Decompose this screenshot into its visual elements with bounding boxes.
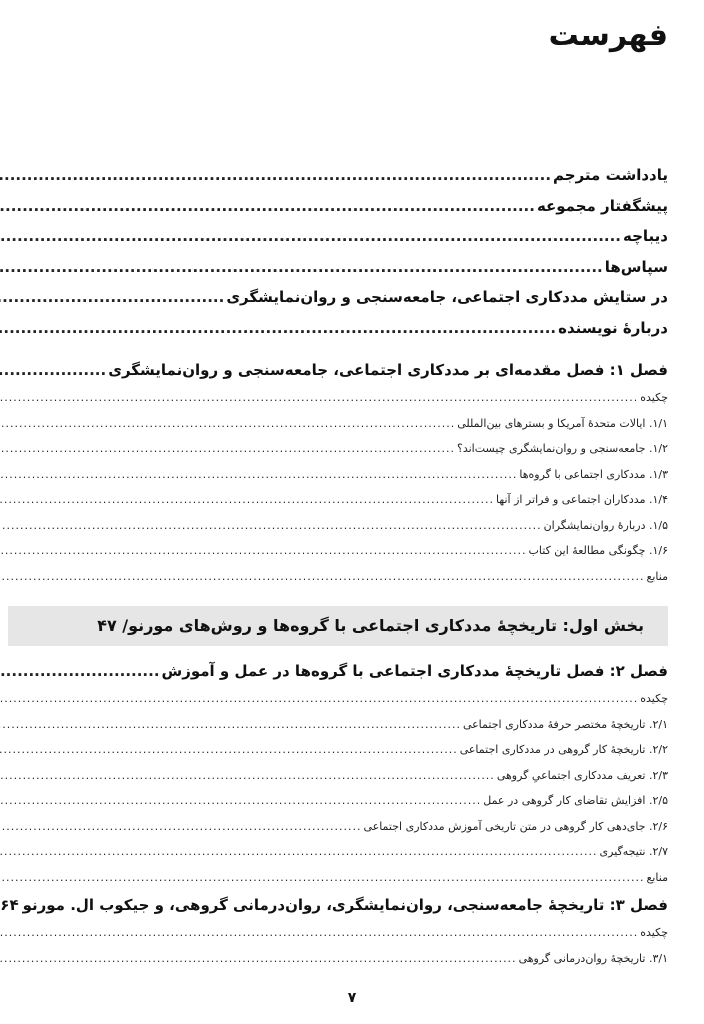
subentry-title: ۲/۷. نتیجه‌گیری bbox=[599, 845, 668, 858]
leader-dots bbox=[0, 920, 638, 946]
toc-entry[interactable] bbox=[8, 252, 668, 283]
chapter-title: فصل ۱: فصل مقدمه‌ای بر مددکاری اجتماعی، جامعه‌سنجی و روان‌نمایشگری bbox=[108, 361, 668, 379]
subentry-title: ۲/۵. افزایش تقاضای کار گروهی در عمل bbox=[483, 794, 668, 807]
leader-dots bbox=[0, 686, 638, 712]
part-banner[interactable]: بخش اول: تاریخچهٔ مددکاری اجتماعی با گروه‌ها و روش‌های مورنو/ ۴۷ bbox=[8, 606, 668, 646]
toc-entry[interactable] bbox=[8, 313, 668, 344]
toc-entry[interactable] bbox=[8, 160, 668, 191]
leader-dots bbox=[0, 564, 645, 590]
toc-subentry[interactable] bbox=[8, 920, 668, 946]
toc-subentry[interactable] bbox=[8, 462, 668, 488]
subentry-title: ۳/۱. تاریخچهٔ روان‌درمانی گروهی bbox=[518, 951, 668, 965]
leader-dots bbox=[0, 160, 551, 191]
toc-subentry[interactable] bbox=[8, 763, 668, 789]
toc-subentry[interactable] bbox=[8, 385, 668, 411]
leader-dots bbox=[0, 221, 621, 252]
toc-subentry[interactable] bbox=[8, 411, 668, 437]
entry-title: دربارهٔ نویسنده bbox=[558, 318, 668, 337]
toc-entry[interactable] bbox=[8, 282, 668, 313]
leader-dots bbox=[0, 763, 495, 789]
entry-title: دیباچه bbox=[623, 227, 668, 245]
leader-dots bbox=[0, 946, 517, 972]
toc-subentry[interactable] bbox=[8, 513, 668, 539]
toc-entry[interactable] bbox=[8, 221, 668, 252]
subentry-title: ۲/۳. تعریف مددکاری اجتماعیِ گروهی bbox=[496, 768, 668, 782]
chapter-heading[interactable] bbox=[0, 890, 668, 920]
subentry-title: ۲/۲. تاریخچهٔ کار گروهی در مددکاری اجتماعی bbox=[459, 743, 668, 756]
leader-dots bbox=[0, 436, 455, 462]
toc-subentry[interactable] bbox=[8, 737, 668, 763]
toc-front-section bbox=[8, 160, 668, 589]
chapter-heading[interactable] bbox=[8, 656, 668, 686]
chapter-title: فصل ۳: تاریخچهٔ جامعه‌سنجی، روان‌نمایشگری، روان‌درمانی گروهی، و جیکوب ال. مورنو bbox=[22, 896, 668, 914]
leader-dots bbox=[0, 313, 556, 344]
leader-dots bbox=[0, 411, 455, 437]
subentry-title: چکیده bbox=[640, 926, 668, 939]
entry-title: پیشگفتار مجموعه bbox=[536, 196, 668, 215]
toc-subentry[interactable] bbox=[8, 814, 668, 840]
page-title: فهرست bbox=[548, 18, 668, 53]
subentry-title: ۲/۱. تاریخچهٔ مختصر حرفهٔ مددکاری اجتماعی bbox=[462, 717, 668, 731]
entry-title: یادداشت مترجم bbox=[553, 166, 668, 184]
toc-entry[interactable] bbox=[8, 191, 668, 222]
subentry-title: ۱/۶. چگونگی مطالعهٔ این کتاب bbox=[528, 544, 668, 557]
toc-subentry[interactable] bbox=[8, 436, 668, 462]
toc-subentry[interactable] bbox=[8, 538, 668, 564]
entry-title: سپاس‌ها bbox=[604, 257, 668, 276]
subentry-title: ۱/۲. جامعه‌سنجی و روان‌نمایشگری چیست‌اند؟ bbox=[456, 442, 668, 455]
subentry-title: چکیده bbox=[640, 391, 668, 404]
toc-part-one-section bbox=[0, 656, 668, 971]
leader-dots bbox=[0, 385, 638, 411]
toc-subentry[interactable] bbox=[8, 865, 668, 891]
chapter-title: فصل ۲: فصل تاریخچهٔ مددکاری اجتماعی با گروه‌ها در عمل و آموزش bbox=[161, 662, 668, 680]
subentry-title: ۱/۱. ایالات متحدهٔ آمریکا و بسترهای بین‌المللی bbox=[457, 416, 668, 430]
toc-subentry[interactable] bbox=[8, 686, 668, 712]
leader-dots bbox=[0, 737, 458, 763]
chapter-heading[interactable] bbox=[8, 355, 668, 385]
leader-dots bbox=[0, 814, 361, 840]
leader-dots bbox=[0, 252, 603, 283]
leader-dots bbox=[0, 788, 481, 814]
leader-dots bbox=[0, 462, 517, 488]
subentry-title: ۲/۶. جای‌دهی کار گروهی در متن تاریخی آموزش مددکاری اجتماعی bbox=[363, 819, 668, 833]
leader-dots bbox=[0, 191, 535, 222]
toc-subentry[interactable] bbox=[8, 946, 668, 972]
subentry-title: ۱/۵. دربارهٔ روان‌نمایشگران bbox=[543, 518, 668, 532]
leader-dots bbox=[0, 712, 461, 738]
toc-subentry[interactable] bbox=[8, 788, 668, 814]
leader-dots bbox=[0, 839, 598, 865]
subentry-title: ۱/۳. مددکاری اجتماعی با گروه‌ها bbox=[519, 467, 668, 481]
entry-title: در ستایش مددکاری اجتماعی، جامعه‌سنجی و روان‌نمایشگری bbox=[226, 288, 668, 306]
leader-dots bbox=[0, 487, 494, 513]
leader-dots bbox=[0, 282, 224, 313]
leader-dots bbox=[0, 656, 160, 686]
toc-subentry[interactable] bbox=[8, 564, 668, 590]
leader-dots bbox=[0, 513, 542, 539]
page-number: ۷ bbox=[347, 990, 357, 1006]
subentry-title: منابع bbox=[646, 569, 668, 583]
leader-dots bbox=[0, 355, 106, 385]
toc-subentry[interactable] bbox=[8, 712, 668, 738]
subentry-title: چکیده bbox=[640, 692, 668, 705]
subentry-title: ۱/۴. مددکاران اجتماعی و فراتر از آنها bbox=[496, 493, 668, 506]
toc-subentry[interactable] bbox=[8, 839, 668, 865]
leader-dots bbox=[0, 865, 645, 891]
chapter-page: ۶۴ bbox=[0, 896, 19, 914]
leader-dots bbox=[0, 538, 527, 564]
subentry-title: منابع bbox=[646, 870, 668, 884]
toc-subentry[interactable] bbox=[8, 487, 668, 513]
